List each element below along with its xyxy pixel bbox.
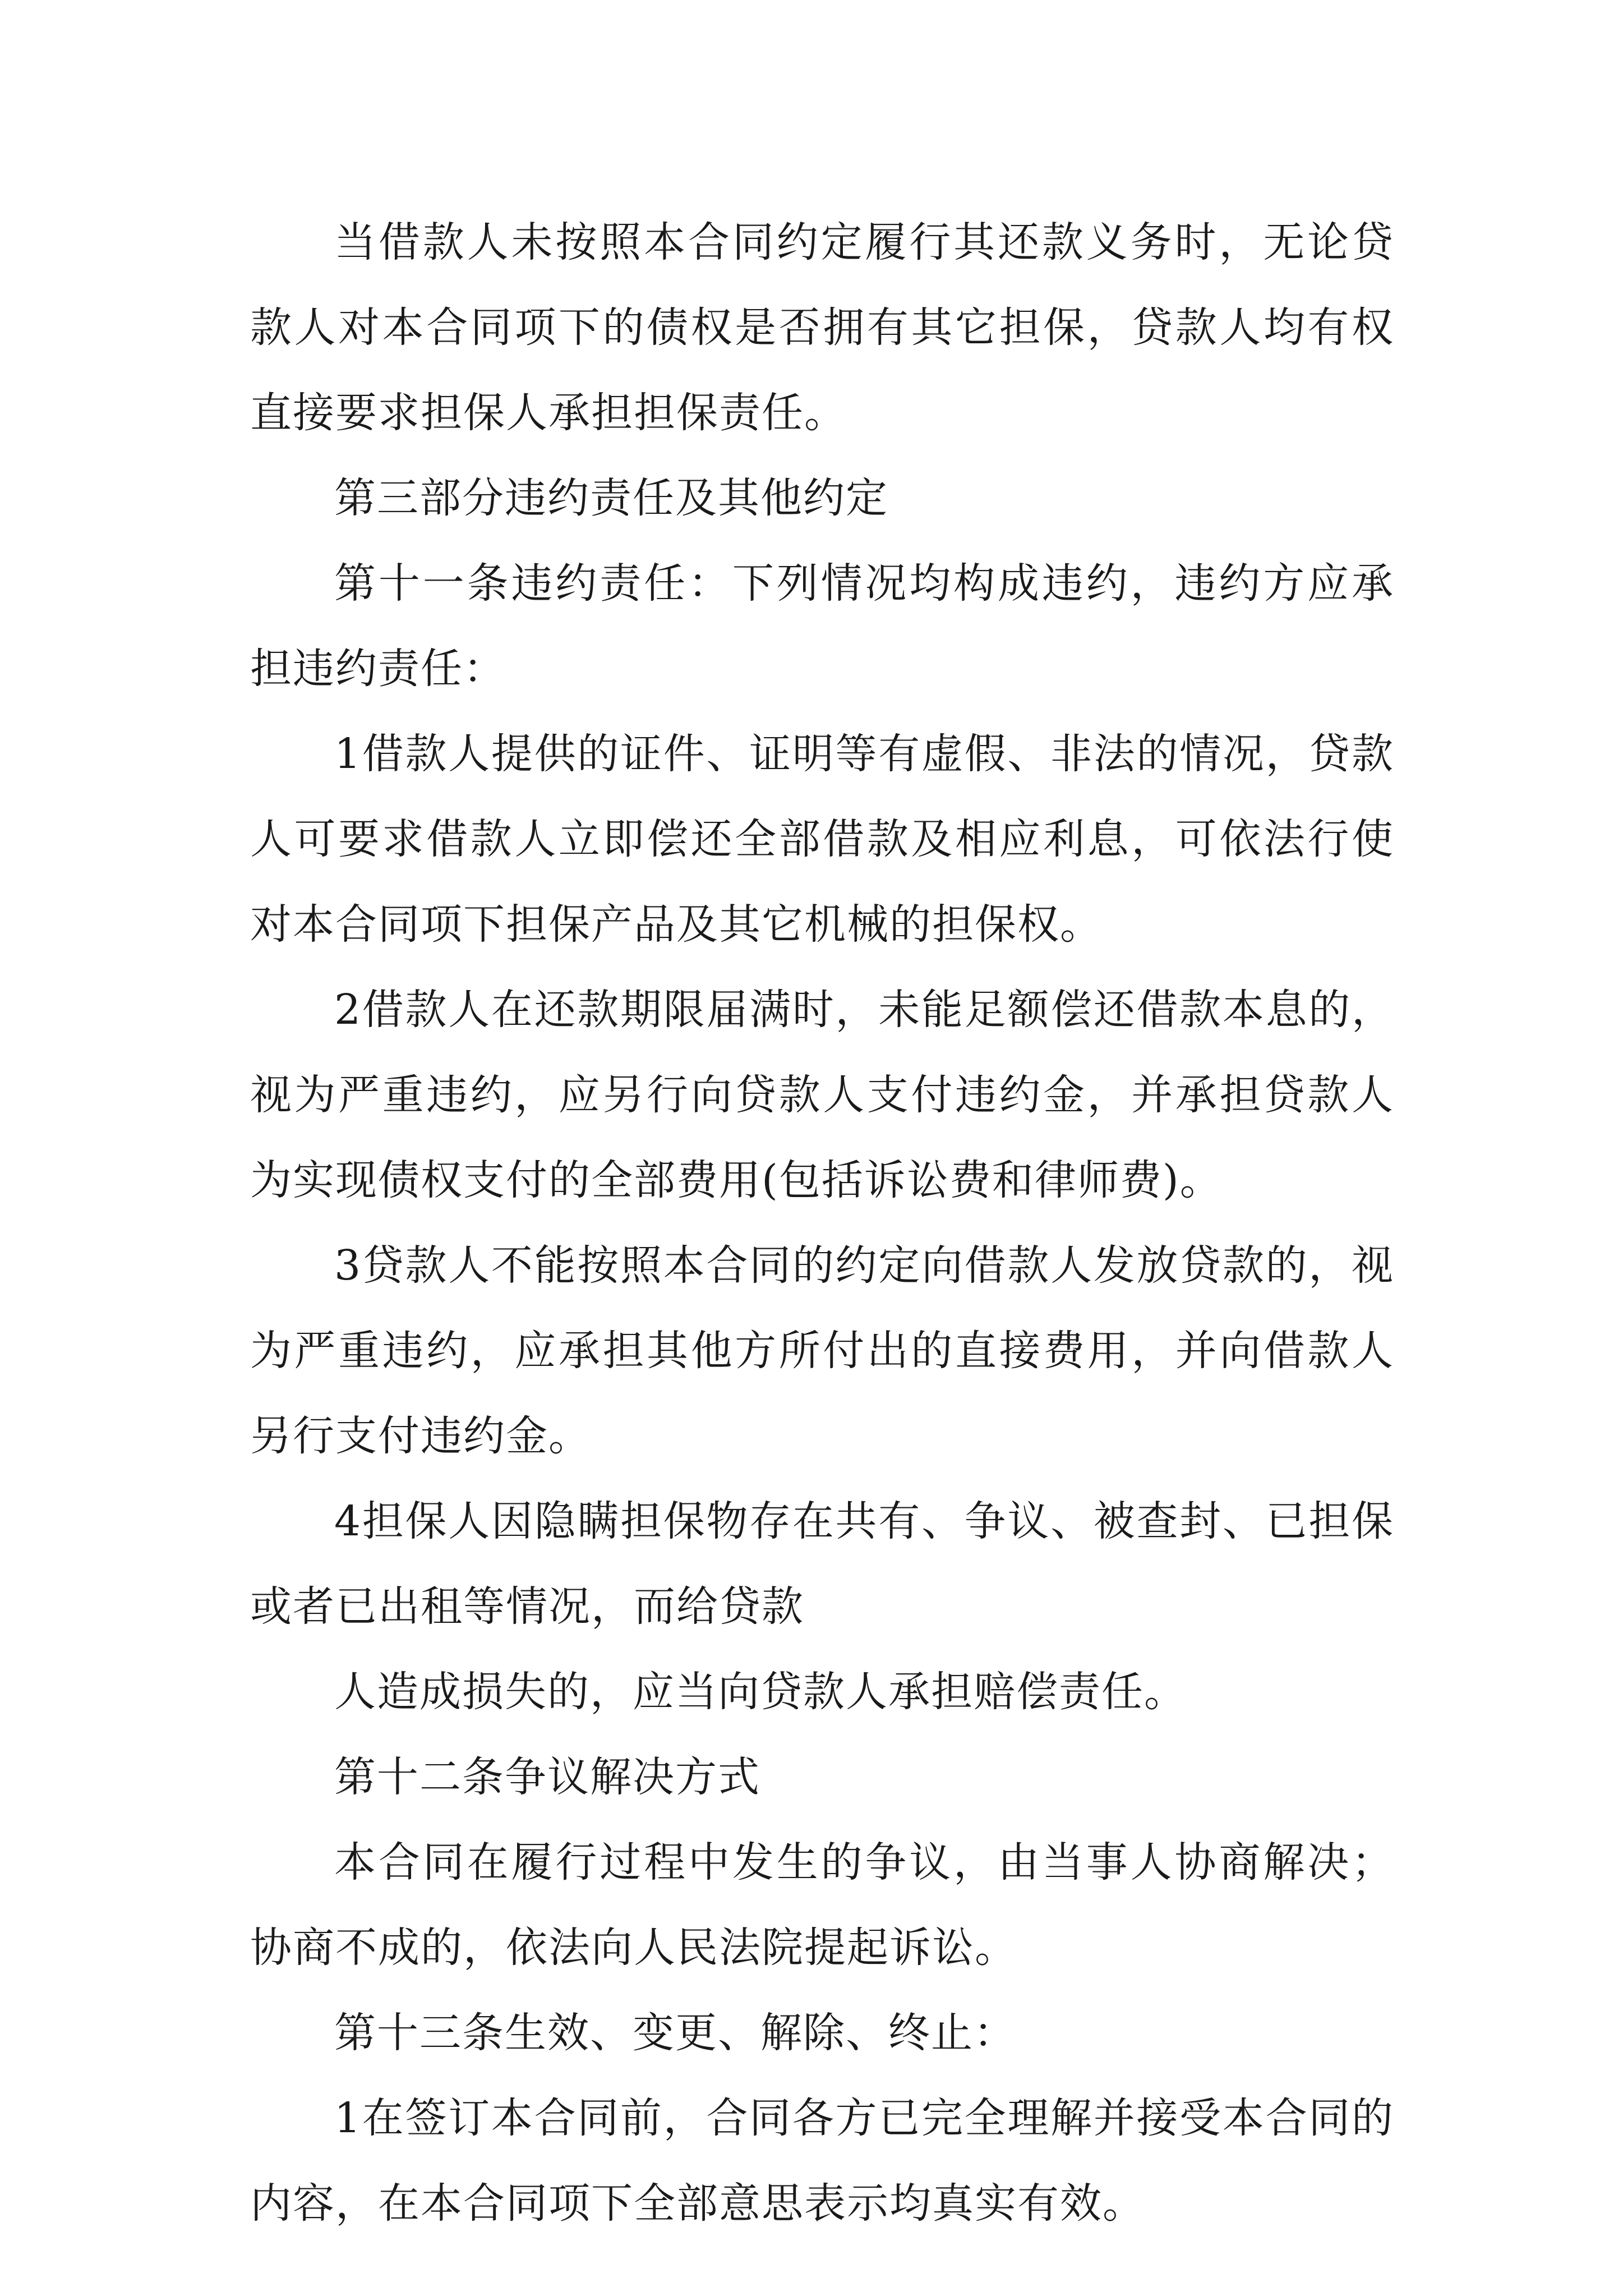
article-12-heading: 第十二条争议解决方式	[334, 1753, 760, 1801]
article-13-item-1: 1在签订本合同前，合同各方已完全理解并接受本合同的内容，在本合同项下全部意思表示均真实有效。	[250, 2094, 1394, 2228]
article-11-item-4-continued: 人造成损失的，应当向贷款人承担赔偿责任。	[334, 1668, 1187, 1716]
article-11-item-3: 3贷款人不能按照本合同的约定向借款人发放贷款的，视为严重违约，应承担其他方所付出的直接费用，并向借款人另行支付违约金。	[250, 1241, 1394, 1460]
paragraph-guarantee-liability: 当借款人未按照本合同约定履行其还款义务时，无论贷款人对本合同项下的债权是否拥有其它担保，贷款人均有权直接要求担保人承担担保责任。	[250, 218, 1394, 437]
article-11-item-2: 2借款人在还款期限届满时，未能足额偿还借款本息的，视为严重违约，应另行向贷款人支付违约金，并承担贷款人为实现债权支付的全部费用(包括诉讼费和律师费)。	[250, 986, 1394, 1204]
document-body	[250, 200, 1394, 2246]
article-11-heading: 第十一条违约责任：下列情况均构成违约，违约方应承担违约责任：	[250, 559, 1394, 693]
article-11-item-4: 4担保人因隐瞒担保物存在共有、争议、被查封、已担保或者已出租等情况，而给贷款	[250, 1497, 1394, 1631]
article-13-heading: 第十三条生效、变更、解除、终止：	[334, 2009, 1016, 2057]
article-11-item-1: 1借款人提供的证件、证明等有虚假、非法的情况，贷款人可要求借款人立即偿还全部借款及相应利息，可依法行使对本合同项下担保产品及其它机械的担保权。	[250, 730, 1394, 949]
article-12-body: 本合同在履行过程中发生的争议，由当事人协商解决；协商不成的，依法向人民法院提起诉讼。	[250, 1838, 1394, 1972]
section-heading-part-three: 第三部分违约责任及其他约定	[334, 474, 888, 522]
